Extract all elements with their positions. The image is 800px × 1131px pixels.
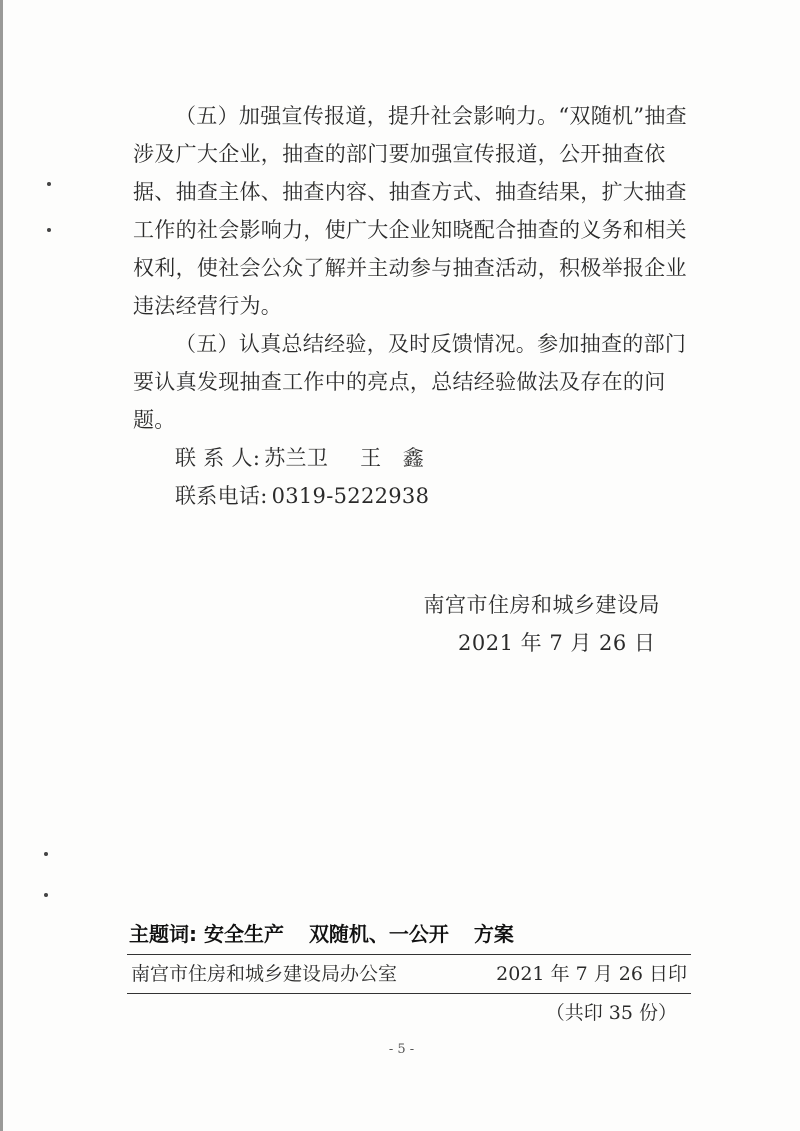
document-footer — [127, 914, 691, 1032]
signature-org: 南宫市住房和城乡建设局 — [423, 593, 660, 617]
contact-person-1: 苏兰卫 — [264, 446, 329, 470]
signature-date: 2021 年 7 月 26 日 — [458, 631, 656, 655]
footer-issuer-row — [127, 955, 691, 993]
paragraph-publicity: （五）加强宣传报道，提升社会影响力。“双随机”抽查涉及广大企业，抽查的部门要加强宣传报道，公开抽查依据、抽查主体、抽查内容、抽查方式、抽查结果，扩大抽查工作的社会影响力，使广大企业知晓配合抽查的义务和相关权利，使社会公众了解并主动参与抽查活动，积极举报企业违法经营行为。 — [133, 104, 687, 318]
contact-phone: 0319-5222938 — [271, 484, 430, 508]
keyword-item: 安全生产 — [203, 922, 284, 946]
scan-speck — [47, 182, 51, 186]
footer-print-date: 2021 年 7 月 26 日印 — [496, 963, 687, 985]
page-number: - 5 - — [388, 1042, 415, 1057]
contact-phone-line — [133, 477, 693, 515]
keyword-item: 方案 — [473, 922, 514, 946]
body-text — [133, 97, 693, 515]
scan-speck — [44, 852, 48, 856]
scan-speck — [44, 893, 48, 897]
keywords-label: 主题词: — [129, 922, 197, 946]
paragraph-summary: （五）认真总结经验，及时反馈情况。参加抽查的部门要认真发现抽查工作中的亮点，总结经验做法及存在的问题。 — [133, 332, 687, 432]
contact-phone-label: 联系电话: — [175, 484, 268, 508]
footer-copies: （共印 35 份） — [545, 1002, 677, 1024]
signature-block — [424, 586, 661, 662]
scan-speck — [47, 228, 51, 232]
footer-issuer: 南宫市住房和城乡建设局办公室 — [131, 963, 398, 985]
contact-person-label: 联 系 人: — [175, 446, 261, 470]
contact-person-2: 王 鑫 — [360, 446, 425, 470]
keyword-item: 双随机、一公开 — [308, 922, 449, 946]
contact-person-line — [133, 439, 693, 477]
footer-keywords — [127, 914, 691, 954]
